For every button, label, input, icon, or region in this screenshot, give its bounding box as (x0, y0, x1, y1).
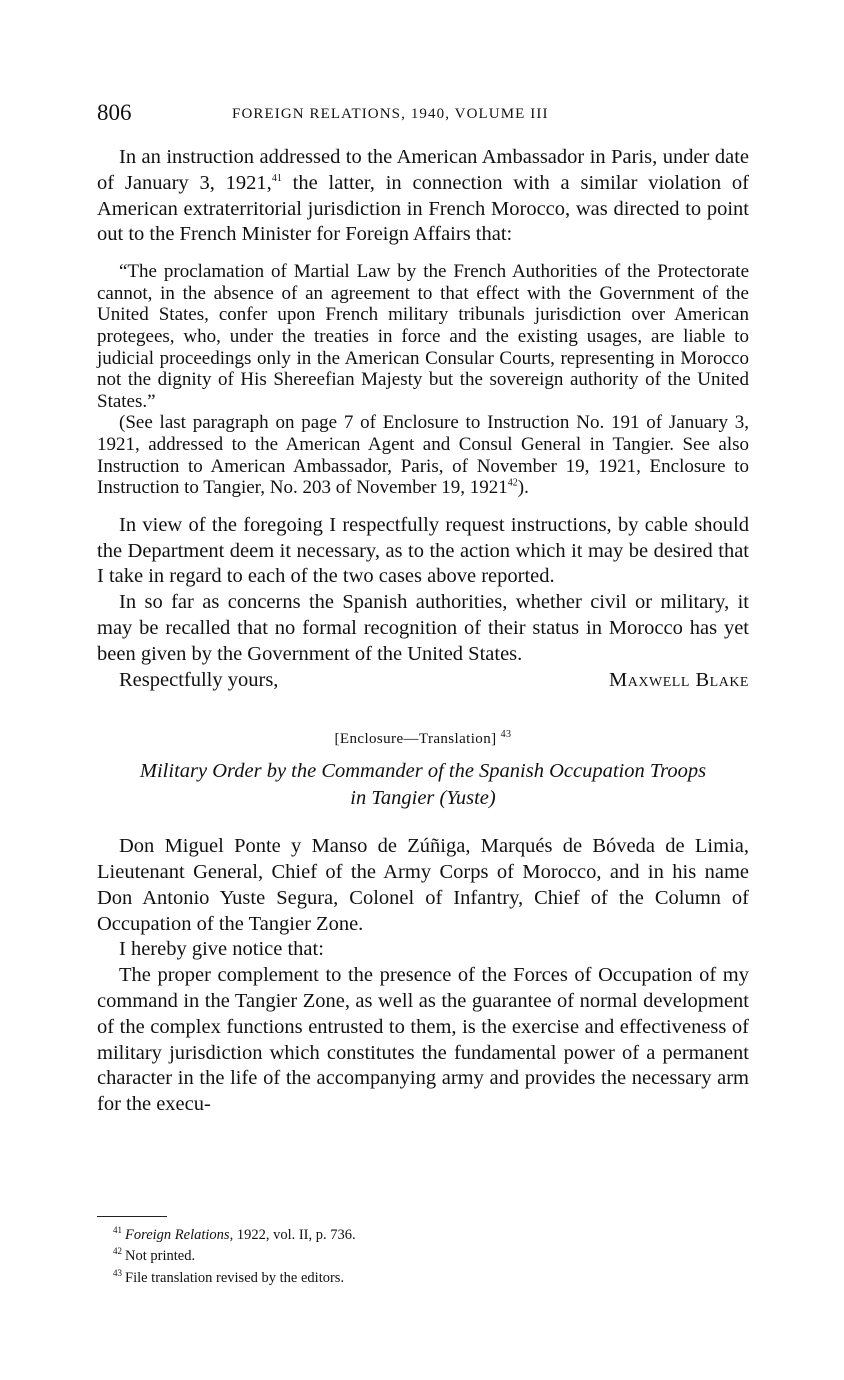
enclosure-title (97, 758, 749, 812)
block-quote-citation: (See last paragraph on page 7 of Enclosure to Instruction No. 191 of January 3, 1921, addressed to the American Agent and Consul General in Tangier. See also Instruction to American Ambassador, Paris, of November 19, 1921, Enclosure to Instruction to Tangier, No. 203 of November 19, 1921$^{42}$). (97, 412, 749, 499)
footnote-rule (97, 1216, 167, 1217)
closing-text: Respectfully yours, (119, 668, 279, 691)
block-quote: “The proclamation of Martial Law by the French Authorities of the Protectorate cannot, in the absence of an agreement to that effect with the Government of the United States, confer upon French military tribunals jurisdiction over American protegees, who, under the treaties in force and the existing usages, are liable to judicial proceedings only in the American Consular Courts, representing in Morocco not the dignity of His Shereefian Majesty but the sovereign authority of the United States.” (97, 261, 749, 412)
signature: Maxwell Blake (609, 668, 749, 691)
page-header (97, 100, 748, 130)
footnote-41: $^{41}$ Foreign Relations, 1922, vol. II, p. 736. (113, 1225, 356, 1243)
letter-paragraph-2: In view of the foregoing I respectfully request instructions, by cable should the Department deem it necessary, as to the action which it may be desired that I take in regard to each of the two cases above reported. (97, 513, 749, 588)
footnotes (113, 1222, 356, 1286)
footnote-ref-43: 43 (500, 729, 512, 741)
letter-paragraph-1: In an instruction addressed to the American Ambassador in Paris, under date of January 3, 1921,41 the latter, in connection with a similar violation of American extraterritorial jurisdiction in French Morocco, was directed to point out to the French Minister for Foreign Affairs that: (97, 146, 749, 246)
enclosure-paragraph-2: I hereby give notice that: (119, 938, 324, 961)
enclosure-paragraph-3: The proper complement to the presence of the Forces of Occupation of my command in the Tangier Zone, as well as the guarantee of normal development of the complex functions entrusted to them, is the exercise and effectiveness of military jurisdiction which constitutes the fundamental power of a permanent character in the life of the accompanying army and provides the necessary arm for the execu- (97, 964, 749, 1116)
letter-closing (97, 668, 749, 694)
enclosure-title-line-1: Military Order by the Commander of the Spanish Occupation Troops (139, 760, 707, 783)
enclosure-title-line-2: in Tangier (Yuste) (350, 787, 496, 810)
page-number: 806 (97, 100, 132, 125)
enclosure-label: [Enclosure—Translation] $^{43}$ (334, 729, 512, 748)
footnote-43: $^{43}$ File translation revised by the editors. (113, 1267, 345, 1286)
letter-paragraph-3: In so far as concerns the Spanish authorities, whether civil or military, it may be recalled that no formal recognition of their status in Morocco has yet been given by the Government of the United States. (97, 591, 749, 665)
footnote-42: $^{42}$ Not printed. (113, 1246, 196, 1265)
running-head: FOREIGN RELATIONS, 1940, VOLUME III (232, 106, 549, 122)
footnote-ref-42: 42 (507, 477, 518, 489)
page-body (97, 145, 749, 1118)
enclosure-paragraph-1: Don Miguel Ponte y Manso de Zúñiga, Marqués de Bóveda de Limia, Lieutenant General, Chief of the Army Corps of Morocco, and in his name Don Antonio Yuste Segura, Colonel of Infantry, Chief of the Column of Occupation of the Tangier Zone. (97, 835, 749, 935)
footnote-ref-41: 41 (271, 172, 282, 184)
enclosure-body (97, 834, 749, 1118)
